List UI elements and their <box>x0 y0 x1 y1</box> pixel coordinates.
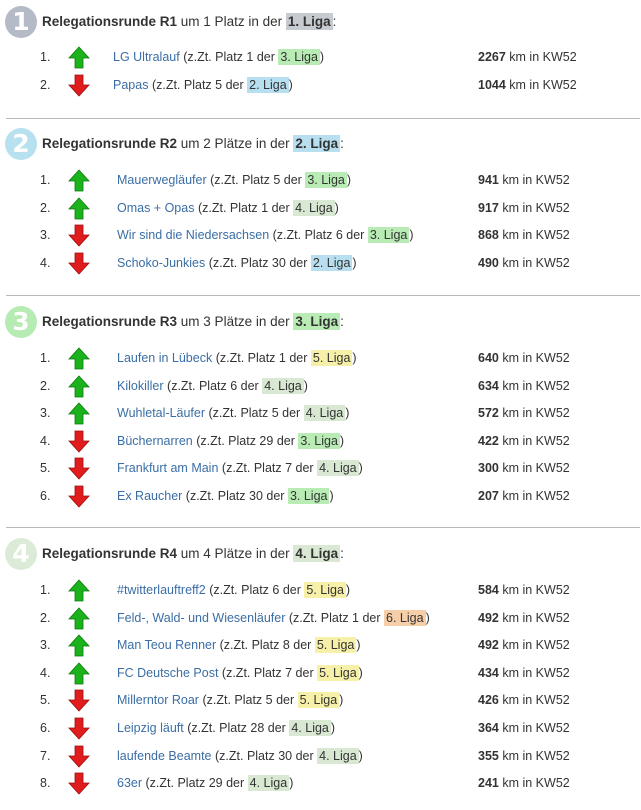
current-place-text: (z.Zt. Platz 30 der <box>215 749 314 763</box>
current-place-text: (z.Zt. Platz 1 der <box>183 50 275 64</box>
section-divider <box>6 295 640 296</box>
current-place-text: (z.Zt. Platz 6 der <box>272 228 365 242</box>
km-suffix: km in KW52 <box>502 434 570 448</box>
section-title <box>42 546 344 561</box>
arrow-down-icon <box>68 252 90 275</box>
arrow-down-icon <box>68 430 90 453</box>
km-suffix: km in KW52 <box>502 611 570 625</box>
current-place-text: (z.Zt. Platz 5 der <box>208 406 301 420</box>
team-row <box>0 771 641 798</box>
team-link[interactable]: Wuhletal-Läufer <box>117 406 206 420</box>
section-header <box>0 304 641 338</box>
round-number-badge: 3 <box>5 306 37 338</box>
arrow-up-icon <box>68 197 90 220</box>
km-suffix: km in KW52 <box>502 693 570 707</box>
rank-number: 4. <box>40 666 51 680</box>
league-tag: 5. Liga <box>312 351 351 365</box>
team-info <box>117 351 357 365</box>
arrow-up-icon <box>68 634 90 657</box>
team-row <box>0 401 641 428</box>
round-subtitle: um 2 Plätze in der <box>180 136 290 151</box>
rank-number: 7. <box>40 749 51 763</box>
round-number-badge: 4 <box>5 538 37 570</box>
team-info <box>117 434 344 448</box>
paren-close: ) <box>352 351 357 365</box>
team-info <box>117 228 414 242</box>
rank-number: 1. <box>40 583 51 597</box>
team-link[interactable]: FC Deutsche Post <box>117 666 219 680</box>
current-place-text: (z.Zt. Platz 6 der <box>167 379 259 393</box>
km-value: 300 <box>478 461 499 475</box>
km-value: 434 <box>478 666 499 680</box>
team-link[interactable]: #twitterlauftreff2 <box>117 583 206 597</box>
km-value: 868 <box>478 228 499 242</box>
team-row <box>0 456 641 483</box>
km-suffix: km in KW52 <box>502 228 570 242</box>
team-info <box>117 173 351 187</box>
team-link[interactable]: Millerntor Roar <box>117 693 199 707</box>
rank-number: 2. <box>40 201 51 215</box>
paren-close: ) <box>358 666 363 680</box>
team-link[interactable]: Frankfurt am Main <box>117 461 219 475</box>
round-subtitle: um 4 Plätze in der <box>180 546 290 561</box>
arrow-down-icon <box>68 485 90 508</box>
km-suffix: km in KW52 <box>502 776 570 790</box>
section-title <box>42 14 336 29</box>
league-tag: 5. Liga <box>299 693 338 707</box>
weekly-distance <box>478 666 570 680</box>
rank-number: 6. <box>40 489 51 503</box>
km-suffix: km in KW52 <box>502 256 570 270</box>
team-link[interactable]: Wir sind die Niedersachsen <box>117 228 270 242</box>
team-info <box>117 776 293 790</box>
km-suffix: km in KW52 <box>502 749 570 763</box>
paren-close: ) <box>303 379 308 393</box>
km-suffix: km in KW52 <box>502 379 570 393</box>
paren-close: ) <box>358 461 363 475</box>
current-place-text: (z.Zt. Platz 6 der <box>209 583 301 597</box>
team-link[interactable]: Büchernarren <box>117 434 193 448</box>
round-subtitle: um 1 Platz in der <box>180 14 283 29</box>
weekly-distance <box>478 776 570 790</box>
weekly-distance <box>478 78 577 92</box>
km-suffix: km in KW52 <box>502 489 570 503</box>
km-value: 584 <box>478 583 499 597</box>
arrow-down-icon <box>68 457 90 480</box>
team-row <box>0 45 641 72</box>
current-place-text: (z.Zt. Platz 1 der <box>197 201 290 215</box>
km-value: 640 <box>478 351 499 365</box>
league-tag: 4. Liga <box>264 379 302 393</box>
km-suffix: km in KW52 <box>502 173 570 187</box>
league-tag: 3. Liga <box>289 489 328 503</box>
team-row <box>0 633 641 660</box>
km-value: 1044 <box>478 78 506 92</box>
rank-number: 1. <box>40 351 51 365</box>
km-value: 241 <box>478 776 499 790</box>
paren-close: ) <box>346 173 352 187</box>
paren-close: ) <box>329 489 334 503</box>
rank-number: 3. <box>40 638 51 652</box>
section-header <box>0 536 641 570</box>
current-place-text: (z.Zt. Platz 7 der <box>221 461 314 475</box>
arrow-up-icon <box>68 402 90 425</box>
team-info <box>117 693 343 707</box>
weekly-distance <box>478 721 570 735</box>
weekly-distance <box>478 638 570 652</box>
km-suffix: km in KW52 <box>509 50 577 64</box>
paren-close: ) <box>319 50 325 64</box>
rank-number: 1. <box>40 50 51 64</box>
weekly-distance <box>478 173 570 187</box>
rank-number: 8. <box>40 776 51 790</box>
team-link[interactable]: Laufen in Lübeck <box>117 351 213 365</box>
league-tag: 1. Liga <box>287 14 331 29</box>
km-suffix: km in KW52 <box>502 638 570 652</box>
round-number-badge: 2 <box>5 128 37 160</box>
team-info <box>117 638 361 652</box>
league-tag: 5. Liga <box>319 666 357 680</box>
team-link[interactable]: Feld-, Wald- und Wiesenläufer <box>117 611 286 625</box>
team-info <box>113 78 293 92</box>
league-tag: 5. Liga <box>316 638 355 652</box>
current-place-text: (z.Zt. Platz 5 der <box>202 693 295 707</box>
arrow-up-icon <box>68 347 90 370</box>
round-title: Relegationsrunde R3 <box>42 314 178 329</box>
team-row <box>0 251 641 278</box>
section-title <box>42 136 344 151</box>
league-tag: 4. Liga <box>249 776 288 790</box>
arrow-up-icon <box>68 169 90 192</box>
weekly-distance <box>478 256 570 270</box>
team-info <box>117 583 350 597</box>
team-link[interactable]: Ex Raucher <box>117 489 183 503</box>
team-link[interactable]: 63er <box>117 776 143 790</box>
paren-close: ) <box>288 78 293 92</box>
league-tag: 4. Liga <box>295 201 333 215</box>
team-row <box>0 223 641 250</box>
weekly-distance <box>478 749 570 763</box>
rank-number: 2. <box>40 78 51 92</box>
current-place-text: (z.Zt. Platz 1 der <box>288 611 381 625</box>
league-tag: 6. Liga <box>386 611 424 625</box>
current-place-text: (z.Zt. Platz 29 der <box>196 434 295 448</box>
team-link[interactable]: Mauerwegläufer <box>117 173 207 187</box>
km-suffix: km in KW52 <box>502 583 570 597</box>
league-tag: 2. Liga <box>295 136 339 151</box>
arrow-down-icon <box>68 717 90 740</box>
league-tag: 3. Liga <box>307 173 345 187</box>
team-info <box>117 379 308 393</box>
team-row <box>0 374 641 401</box>
paren-close: ) <box>339 693 344 707</box>
arrow-down-icon <box>68 224 90 247</box>
arrow-down-icon <box>68 772 90 795</box>
km-value: 490 <box>478 256 499 270</box>
km-suffix: km in KW52 <box>502 721 570 735</box>
km-value: 355 <box>478 749 499 763</box>
team-row <box>0 578 641 605</box>
paren-close: ) <box>339 434 345 448</box>
team-row <box>0 688 641 715</box>
current-place-text: (z.Zt. Platz 5 der <box>210 173 302 187</box>
rank-number: 5. <box>40 693 51 707</box>
km-value: 634 <box>478 379 499 393</box>
team-info <box>113 50 324 64</box>
rank-number: 5. <box>40 461 51 475</box>
km-value: 207 <box>478 489 499 503</box>
km-suffix: km in KW52 <box>502 351 570 365</box>
section-title <box>42 314 344 329</box>
league-tag: 3. Liga <box>300 434 338 448</box>
league-tag: 4. Liga <box>295 546 339 561</box>
round-title: Relegationsrunde R1 <box>42 14 178 29</box>
km-value: 917 <box>478 201 499 215</box>
weekly-distance <box>478 201 570 215</box>
team-row <box>0 168 641 195</box>
km-value: 941 <box>478 173 499 187</box>
rank-number: 1. <box>40 173 51 187</box>
league-tag: 4. Liga <box>305 406 344 420</box>
paren-close: ) <box>330 721 336 735</box>
league-tag: 4. Liga <box>291 721 329 735</box>
team-row <box>0 606 641 633</box>
team-info <box>117 201 339 215</box>
km-suffix: km in KW52 <box>509 78 577 92</box>
arrow-up-icon <box>68 46 90 69</box>
team-row <box>0 346 641 373</box>
colon: : <box>340 314 344 329</box>
team-link[interactable]: Kilokiller <box>117 379 164 393</box>
league-tag: 4. Liga <box>319 461 357 475</box>
current-place-text: (z.Zt. Platz 5 der <box>151 78 244 92</box>
section-divider <box>6 527 640 528</box>
arrow-up-icon <box>68 579 90 602</box>
weekly-distance <box>478 351 570 365</box>
team-info <box>117 666 363 680</box>
round-title: Relegationsrunde R2 <box>42 136 178 151</box>
team-row <box>0 661 641 688</box>
league-tag: 3. Liga <box>280 50 318 64</box>
section-header <box>0 4 641 38</box>
km-value: 572 <box>478 406 499 420</box>
paren-close: ) <box>345 406 350 420</box>
paren-close: ) <box>334 201 339 215</box>
weekly-distance <box>478 693 570 707</box>
paren-close: ) <box>358 749 363 763</box>
team-info <box>117 611 430 625</box>
km-suffix: km in KW52 <box>502 201 570 215</box>
team-link[interactable]: laufende Beamte <box>117 749 212 763</box>
current-place-text: (z.Zt. Platz 30 der <box>185 489 285 503</box>
team-row <box>0 484 641 511</box>
team-info <box>117 256 357 270</box>
colon: : <box>332 14 337 29</box>
km-suffix: km in KW52 <box>502 406 570 420</box>
paren-close: ) <box>425 611 430 625</box>
km-suffix: km in KW52 <box>502 461 570 475</box>
arrow-up-icon <box>68 662 90 685</box>
weekly-distance <box>478 379 570 393</box>
current-place-text: (z.Zt. Platz 29 der <box>145 776 245 790</box>
team-info <box>117 749 363 763</box>
league-tag: 5. Liga <box>306 583 344 597</box>
current-place-text: (z.Zt. Platz 7 der <box>221 666 314 680</box>
team-link[interactable]: Man Teou Renner <box>117 638 217 652</box>
km-value: 422 <box>478 434 499 448</box>
rank-number: 3. <box>40 228 51 242</box>
arrow-up-icon <box>68 607 90 630</box>
km-suffix: km in KW52 <box>502 666 570 680</box>
arrow-down-icon <box>68 689 90 712</box>
section-divider <box>6 118 640 119</box>
rank-number: 2. <box>40 379 51 393</box>
team-row <box>0 716 641 743</box>
current-place-text: (z.Zt. Platz 28 der <box>187 721 286 735</box>
league-tag: 3. Liga <box>369 228 408 242</box>
team-info <box>117 721 335 735</box>
current-place-text: (z.Zt. Platz 8 der <box>219 638 312 652</box>
league-tag: 4. Liga <box>319 749 357 763</box>
league-tag: 3. Liga <box>295 314 339 329</box>
km-value: 2267 <box>478 50 506 64</box>
paren-close: ) <box>409 228 414 242</box>
team-row <box>0 744 641 771</box>
team-row <box>0 73 641 100</box>
league-tag: 2. Liga <box>249 78 287 92</box>
km-value: 364 <box>478 721 499 735</box>
team-link[interactable]: Leipzig läuft <box>117 721 184 735</box>
weekly-distance <box>478 50 577 64</box>
weekly-distance <box>478 583 570 597</box>
team-info <box>117 489 334 503</box>
weekly-distance <box>478 461 570 475</box>
team-link[interactable]: Omas + Opas <box>117 201 195 215</box>
weekly-distance <box>478 611 570 625</box>
weekly-distance <box>478 489 570 503</box>
rank-number: 2. <box>40 611 51 625</box>
km-value: 426 <box>478 693 499 707</box>
rank-number: 4. <box>40 434 51 448</box>
team-info <box>117 461 363 475</box>
weekly-distance <box>478 228 570 242</box>
arrow-down-icon <box>68 74 90 97</box>
colon: : <box>340 136 344 151</box>
rank-number: 6. <box>40 721 51 735</box>
team-link[interactable]: Schoko-Junkies <box>117 256 206 270</box>
weekly-distance <box>478 434 570 448</box>
paren-close: ) <box>352 256 357 270</box>
paren-close: ) <box>345 583 351 597</box>
team-row <box>0 196 641 223</box>
league-tag: 2. Liga <box>312 256 351 270</box>
arrow-up-icon <box>68 375 90 398</box>
paren-close: ) <box>289 776 294 790</box>
km-value: 492 <box>478 638 499 652</box>
team-link[interactable]: Papas <box>113 78 149 92</box>
round-title: Relegationsrunde R4 <box>42 546 178 561</box>
weekly-distance <box>478 406 570 420</box>
rank-number: 4. <box>40 256 51 270</box>
round-number-badge: 1 <box>5 6 37 38</box>
arrow-down-icon <box>68 745 90 768</box>
round-subtitle: um 3 Plätze in der <box>180 314 290 329</box>
km-value: 492 <box>478 611 499 625</box>
section-header <box>0 126 641 160</box>
paren-close: ) <box>356 638 361 652</box>
team-link[interactable]: LG Ultralauf <box>113 50 180 64</box>
colon: : <box>340 546 344 561</box>
team-row <box>0 429 641 456</box>
current-place-text: (z.Zt. Platz 30 der <box>208 256 308 270</box>
rank-number: 3. <box>40 406 51 420</box>
current-place-text: (z.Zt. Platz 1 der <box>215 351 308 365</box>
team-info <box>117 406 349 420</box>
